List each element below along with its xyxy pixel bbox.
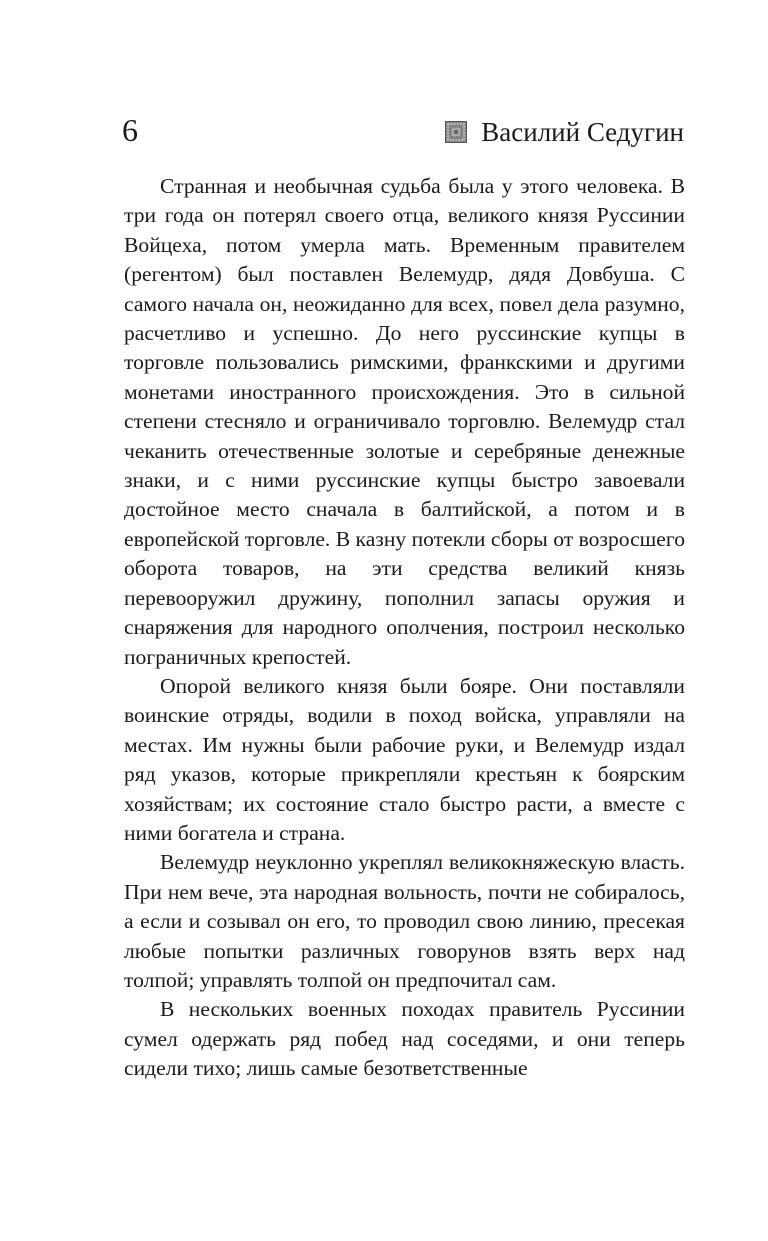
running-head (445, 114, 684, 150)
paragraph: В нескольких военных походах правитель Руссинии сумел одержать ряд побед над соседями, и они теперь сидели тихо; лишь самые безответственные (124, 997, 685, 1081)
paragraph: Странная и необычная судьба была у этого человека. В три года он потерял своего отца, великого князя Руссинии Войцеха, потом умерла мать. Временным правителем (регентом) был поставлен Велемудр, дядя Довбуша. С самого начала он, неожиданно для всех, повел дела разумно, расчетливо и успешно. До него руссинские купцы в торговле пользовались римскими, франкскими и другими монетами иностранного происхождения. Это в сильной степени стесняло и ограничивало торговлю. Велемудр стал чеканить отечественные золотые и серебряные денежные знаки, и с ними руссинские купцы быстро завоевали достойное место сначала в балтийской, а потом и в европейской торговле. В казну потекли сборы от возросшего оборота товаров, на эти средства великий князь перевооружил дружину, пополнил запасы оружия и снаряжения для народного ополчения, построил несколько пограничных крепостей. (124, 174, 685, 669)
paragraph: Велемудр неуклонно укреплял великокняжескую власть. При нем вече, эта народная вольность, почти не собиралось, а если и созывал он его, то проводил свою линию, пресекая любые попытки различных говорунов взять верх над толпой; управлять толпой он предпочитал сам. (124, 850, 685, 992)
page-number: 6 (122, 112, 138, 148)
square-ornament-icon (445, 121, 467, 143)
author-name: Василий Седугин (481, 117, 684, 147)
paragraph: Опорой великого князя были бояре. Они поставляли воинские отряды, водили в поход войска, управляли на местах. Им нужны были рабочие руки, и Велемудр издал ряд указов, которые прикрепляли крестьян к боярским хозяйствам; их состояние стало быстро расти, а вместе с ними богатела и страна. (124, 673, 685, 845)
body-text (124, 172, 685, 1084)
